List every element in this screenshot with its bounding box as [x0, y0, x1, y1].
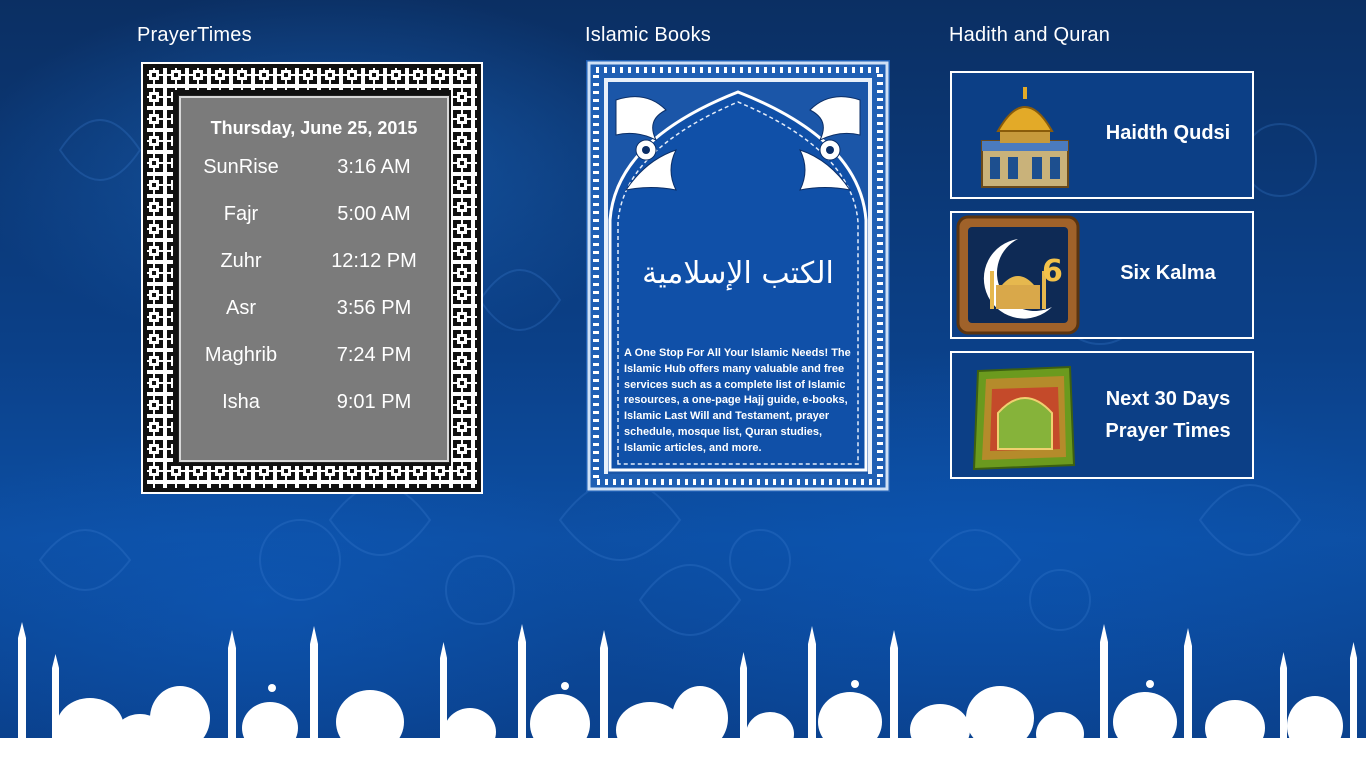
- prayer-time: 3:16 AM: [337, 156, 411, 178]
- prayer-time: 7:24 PM: [336, 344, 412, 366]
- haidth-qudsi-label: Haidth Qudsi: [1105, 122, 1231, 144]
- books-arabic-title: الكتب الإسلامية: [642, 256, 834, 291]
- prayer-row-zuhr: [181, 250, 447, 280]
- prayer-name: Zuhr: [220, 250, 262, 272]
- prayer-times-heading: PrayerTimes: [137, 24, 252, 46]
- prayer-row-sunrise: [181, 156, 447, 186]
- islamic-books-heading: Islamic Books: [585, 24, 711, 46]
- prayer-name: Asr: [226, 297, 256, 319]
- prayer-row-isha: [181, 391, 447, 421]
- haidth-qudsi-tile[interactable]: [950, 71, 1254, 199]
- prayer-row-asr: [181, 297, 447, 327]
- next-30-days-label-line1: Next 30 Days: [1105, 388, 1231, 410]
- prayer-name: Maghrib: [204, 344, 278, 366]
- prayer-times-tile[interactable]: [141, 62, 483, 494]
- prayer-times-panel: [179, 96, 449, 462]
- prayer-row-fajr: [181, 203, 447, 233]
- islamic-books-tile[interactable]: [586, 60, 890, 492]
- six-kalma-icon: [956, 215, 1080, 335]
- prayer-time: 5:00 AM: [337, 203, 411, 225]
- hadith-quran-heading: Hadith and Quran: [949, 24, 1111, 46]
- next-30-days-label-line2: Prayer Times: [1105, 420, 1231, 442]
- prayer-name: Isha: [222, 391, 260, 413]
- six-kalma-label: Six Kalma: [1120, 262, 1216, 284]
- mosque-skyline: [0, 618, 1366, 768]
- prayer-time: 12:12 PM: [331, 250, 417, 272]
- prayer-date: Thursday, June 25, 2015: [210, 118, 418, 138]
- prayer-time: 3:56 PM: [336, 297, 412, 319]
- prayer-mat-icon: [970, 361, 1080, 471]
- next-30-days-tile[interactable]: [950, 351, 1254, 479]
- six-kalma-tile[interactable]: [950, 211, 1254, 339]
- books-description: A One Stop For All Your Islamic Needs! The Islamic Hub offers many valuable and free services such as a complete list of Islamic resources, a one-page Hajj guide, e-books, Islamic Last Will and Testament, prayer schedule, mosque list, Quran studies, Islamic articles, and more.: [624, 347, 851, 454]
- prayer-name: SunRise: [203, 156, 279, 178]
- six-kalma-icon-numeral: 6: [1042, 254, 1063, 289]
- prayer-row-maghrib: [181, 344, 447, 374]
- dome-of-the-rock-icon: [970, 81, 1080, 191]
- prayer-time: 9:01 PM: [336, 391, 412, 413]
- prayer-name: Fajr: [223, 203, 259, 225]
